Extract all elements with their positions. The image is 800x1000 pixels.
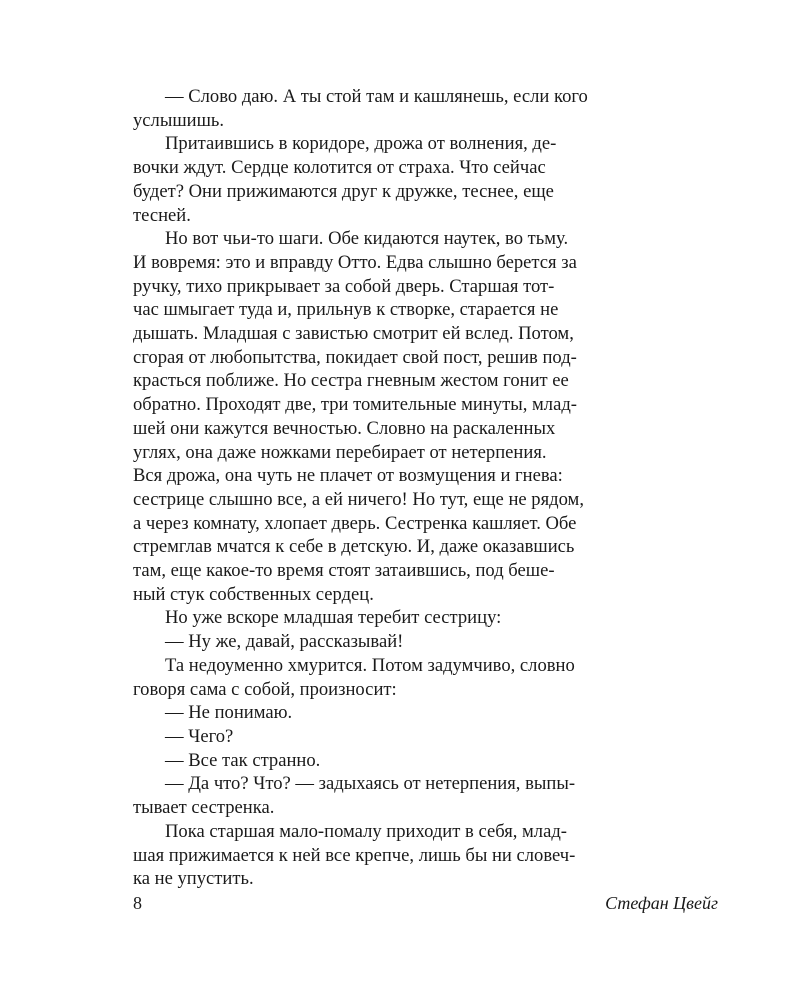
paragraph: — Все так странно. [165, 749, 321, 771]
body-text [133, 85, 718, 891]
paragraph: — Не понимаю. [165, 702, 293, 724]
paragraph: Но вот чьи-то шаги. Обе кидаются наутек, во тьму. И вовремя: это и вправду Отто. Едва слышно берется за ручку, тихо прикрывает за собой дверь. Старшая тот- час шмыгает туда и, прильнув к створке, старается не дышать. Младшая с завистью смотрит ей вслед. Потом, сгорая от любопытства, покидает свой пост, решив под- красться поближе. Но сестра гневным жестом гонит ее обратно. Проходят две, три томительные минуты, млад- шей они кажутся вечностью. Словно на раскаленных углях, она даже ножками перебирает от нетерпения. Вся дрожа, она чуть не плачет от возмущения и гнева: сестрице слышно все, а ей ничего! Но тут, еще не рядом, а через комнату, хлопает дверь. Сестренка кашляет. Обе стремглав мчатся к себе в детскую. И, даже оказавшись там, еще какое-то время стоят затаившись, под беше- ный стук собственных сердец. [133, 228, 584, 605]
running-author: Стефан Цвейг [605, 893, 718, 913]
paragraph: — Чего? [165, 725, 234, 747]
paragraph: — Да что? Что? — задыхаясь от нетерпения, выпы- тывает сестренка. [133, 773, 576, 819]
paragraph: Притаившись в коридоре, дрожа от волнения, де- вочки ждут. Сердце колотится от страха. Что сейчас будет? Они прижимаются друг к дружке, теснее, еще тесней. [133, 133, 557, 226]
paragraph: Та недоуменно хмурится. Потом задумчиво, словно говоря сама с собой, произносит: [133, 654, 575, 700]
paragraph: Но уже вскоре младшая теребит сестрицу: [165, 607, 502, 629]
page-number: 8 [133, 893, 142, 913]
paragraph: Пока старшая мало-помалу приходит в себя, млад- шая прижимается к ней все крепче, лишь бы ни словеч- ка не упустить. [133, 820, 576, 890]
paragraph: — Слово даю. А ты стой там и кашлянешь, если кого услышишь. [133, 86, 588, 131]
paragraph: — Ну же, давай, рассказывай! [165, 631, 404, 653]
page-footer [133, 893, 718, 919]
